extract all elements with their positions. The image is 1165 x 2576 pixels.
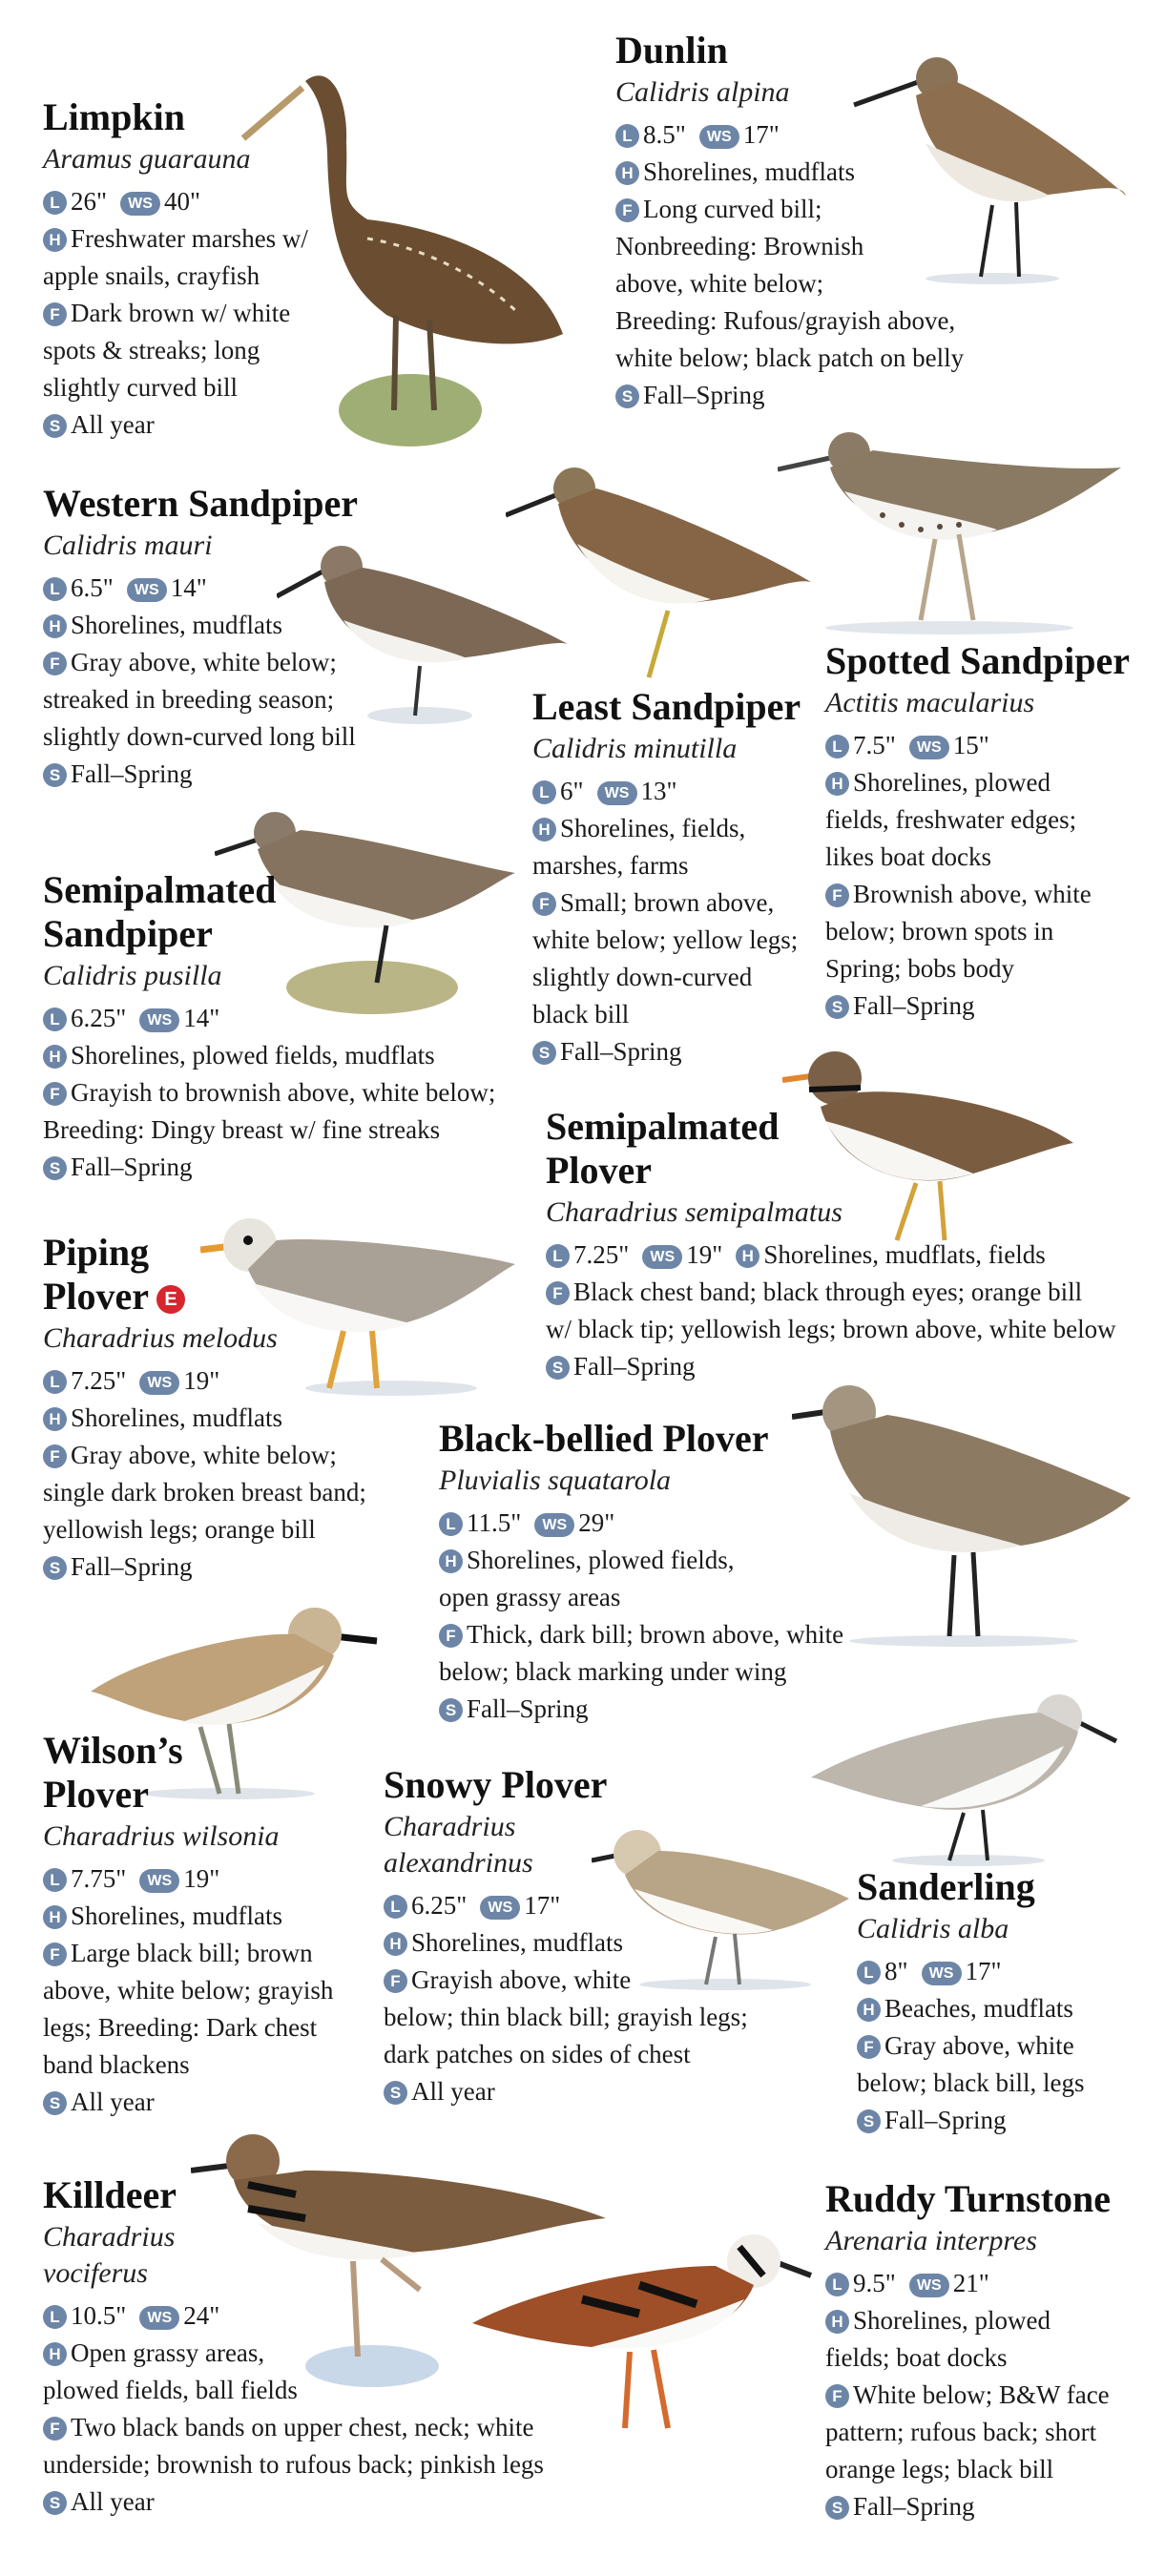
season-line: S Fall–Spring [43,1548,406,1586]
scientific-name: Calidris mauri [43,530,213,561]
scientific-name: Arenaria interpres [825,2225,1037,2256]
size-line: L 9.5" WS 21" [825,2265,1150,2302]
species-entry-limpkin: Limpkin Aramus guarauna L 26" WS 40" H Freshwater marshes w/ apple snails, crayfish F Dark brown w/ white spots & streaks; long slightly curved bill S All year [43,95,348,444]
size-line: L 10.5" WS 24" [43,2297,615,2335]
species-name: Snowy Plover [384,1763,608,1806]
species-entry-wilsons-plover: Wilson’s Plover Charadrius wilsonia L 7.75" WS 19" H Shorelines, mudflats F Large black bill; brown above, white below; grayish legs; Breeding: Dark chest band blackens S All year [43,1729,367,2121]
features-icon: F [43,1444,67,1468]
habitat-icon: H [43,228,67,252]
features-icon: F [439,1624,463,1648]
species-name: Killdeer [43,2173,177,2216]
season-icon: S [439,1698,463,1722]
size-line: L 7.25" WS 19" [43,1362,406,1400]
size-line: L 6" WS 13" [532,773,819,810]
wingspan-icon: WS [139,2306,179,2330]
scientific-name: Charadrius semipalmatus [546,1196,843,1228]
wingspan-icon: WS [642,1245,682,1269]
season-icon: S [43,414,67,438]
wingspan-icon: WS [699,125,739,149]
size-line: L 7.5" WS 15" [825,727,1140,764]
season-icon: S [825,2496,849,2520]
wingspan-icon: WS [922,1962,962,1985]
season-icon: S [43,1156,67,1180]
length-icon: L [439,1512,463,1536]
season-line: S All year [43,406,348,444]
scientific-name: Actitis macularius [825,687,1035,718]
endangered-icon: E [156,1285,185,1314]
habitat-icon: H [439,1549,463,1573]
species-name: Western Sandpiper [43,482,359,525]
size-line: L 7.75" WS 19" [43,1860,367,1898]
species-entry-piping-plover: Piping Plover E Charadrius melodus L 7.25" WS 19" H Shorelines, mudflats F Gray above, white below; single dark broken breast band; yellowish legs; orange bill S Fall–Spring [43,1231,406,1586]
features-line: F Black chest band; black through eyes; orange bill [546,1274,1137,1311]
habitat-icon: H [615,161,639,185]
season-line: S Fall–Spring [43,1149,539,1186]
features-line: F Gray above, white below; [43,1437,406,1474]
features-line: F Small; brown above, [532,884,819,922]
species-entry-semipalmated-plover: Semipalmated Plover Charadrius semipalmatus L 7.25" WS 19" H Shorelines, mudflats, fields F Black chest band; black through eyes; orange bill w/ black tip; yellowish legs; brown above, white below S Fall–Spring [546,1105,1137,1385]
features-line: F Grayish to brownish above, white below; [43,1074,539,1111]
features-icon: F [532,892,556,916]
season-line: S Fall–Spring [546,1348,1137,1385]
features-line: F Grayish above, white [384,1962,803,1999]
habitat-icon: H [825,772,849,796]
species-name: Semipalmated Sandpiper [43,868,277,955]
features-icon: F [43,2417,67,2441]
habitat-line: H Shorelines, mudflats [43,1898,367,1935]
species-name: Sanderling [857,1865,1035,1908]
habitat-icon: H [43,2342,67,2366]
season-line: S Fall–Spring [825,987,1140,1025]
wingspan-icon: WS [139,1371,179,1395]
habitat-line: H Shorelines, plowed [825,764,1140,801]
scientific-name: Calidris pusilla [43,960,222,991]
season-icon: S [825,995,849,1019]
habitat-icon: H [736,1244,759,1268]
season-icon: S [43,2491,67,2515]
scientific-name: Aramus guarauna [43,143,251,175]
features-line: F Brownish above, white [825,876,1140,913]
features-icon: F [43,1942,67,1966]
scientific-name: Pluvialis squatarola [439,1465,672,1496]
scientific-name: Charadrius wilsonia [43,1820,280,1852]
season-icon: S [857,2109,881,2133]
features-line: F Thick, dark bill; brown above, white [439,1616,887,1653]
size-line: L 6.25" WS 17" [384,1887,803,1924]
features-icon: F [43,652,67,675]
scientific-name: Calidris alba [857,1913,1009,1944]
season-icon: S [546,1356,570,1380]
wingspan-icon: WS [120,192,160,216]
habitat-icon: H [43,1905,67,1929]
season-line: S All year [43,2084,367,2121]
season-line: S Fall–Spring [439,1691,887,1728]
season-icon: S [43,763,67,787]
species-name: Spotted Sandpiper [825,639,1130,682]
length-icon: L [43,1008,67,1031]
habitat-icon: H [384,1932,407,1956]
habitat-line: H Shorelines, mudflats [43,607,425,644]
length-icon: L [43,2305,67,2329]
size-line: L 7.25" WS 19" H Shorelines, mudflats, fields [546,1236,1137,1274]
season-icon: S [384,2081,407,2105]
habitat-line: H Shorelines, plowed fields, mudflats [43,1037,539,1074]
wingspan-icon: WS [127,578,167,602]
scientific-name: Calidris alpina [615,76,790,108]
features-icon: F [615,198,639,222]
habitat-line: H Shorelines, plowed [825,2302,1150,2339]
wingspan-icon: WS [139,1869,179,1893]
season-line: S Fall–Spring [615,377,1054,414]
habitat-line: H Shorelines, mudflats [43,1400,406,1437]
species-entry-spotted-sandpiper: Spotted Sandpiper Actitis macularius L 7.5" WS 15" H Shorelines, plowed fields, freshwater edges; likes boat docks F Brownish above, white below; brown spots in Spring; bobs body S Fall–Spring [825,639,1140,1025]
length-icon: L [384,1895,407,1919]
size-line: L 8" WS 17" [857,1953,1143,1990]
wingspan-icon: WS [909,2274,949,2297]
habitat-line: H Shorelines, fields, [532,810,819,847]
species-entry-western-sandpiper: Western Sandpiper Calidris mauri L 6.5" WS 14" H Shorelines, mudflats F Gray above, white below; streaked in breeding season; slightly down-curved long bill S Fall–Spring [43,482,425,793]
species-name: Semipalmated Plover [546,1105,780,1192]
size-line: L 6.25" WS 14" [43,1000,539,1037]
length-icon: L [825,735,849,758]
season-line: S Fall–Spring [825,2488,1150,2525]
features-icon: F [825,2384,849,2408]
length-icon: L [615,124,639,148]
size-line: L 8.5" WS 17" [615,116,1054,154]
species-entry-sanderling: Sanderling Calidris alba L 8" WS 17" H Beaches, mudflats F Gray above, white below; black bill, legs S Fall–Spring [857,1865,1143,2139]
season-icon: S [615,384,639,408]
species-name: Limpkin [43,95,185,138]
size-line: L 6.5" WS 14" [43,570,425,607]
species-entry-semipalmated-sandpiper: Semipalmated Sandpiper Calidris pusilla L 6.25" WS 14" H Shorelines, plowed fields, mudflats F Grayish to brownish above, white below; Breeding: Dingy breast w/ fine streaks S Fall–Spring [43,868,539,1186]
habitat-icon: H [43,614,67,638]
wingspan-icon: WS [534,1513,574,1537]
habitat-line: H Shorelines, mudflats [615,154,1054,191]
species-name: Black-bellied Plover [439,1417,769,1460]
scientific-name: Charadrius alexandrinus [384,1811,533,1879]
species-entry-killdeer: Killdeer Charadrius vociferus L 10.5" WS 24" H Open grassy areas, plowed fields, ball fields F Two black bands on upper chest, neck; white underside; brownish to rufous back; pinkish legs S All year [43,2173,615,2521]
habitat-icon: H [43,1407,67,1431]
habitat-icon: H [532,818,556,841]
habitat-icon: H [857,1998,881,2022]
habitat-icon: H [825,2310,849,2334]
habitat-line: H Freshwater marshes w/ [43,220,348,258]
least-sandpiper-illustration [506,448,821,687]
species-entry-dunlin: Dunlin Calidris alpina L 8.5" WS 17" H Shorelines, mudflats F Long curved bill; Nonbreeding: Brownish above, white below; Breeding: Rufous/grayish above, white below; black patch on belly S Fall–Spring [615,29,1054,414]
season-icon: S [43,2091,67,2115]
season-line: S All year [43,2483,615,2521]
size-line: L 26" WS 40" [43,183,348,220]
scientific-name: Charadrius vociferus [43,2221,176,2289]
species-name: Dunlin [615,29,728,72]
habitat-line: H Open grassy areas, [43,2335,615,2372]
length-icon: L [532,780,556,804]
habitat-icon: H [43,1045,67,1069]
length-icon: L [43,1370,67,1394]
season-line: S Fall–Spring [857,2102,1143,2139]
species-entry-least-sandpiper: Least Sandpiper Calidris minutilla L 6" WS 13" H Shorelines, fields, marshes, farms F Small; brown above, white below; yellow legs; slightly down-curved black bill S Fall–Spring [532,685,819,1070]
features-icon: F [857,2035,881,2059]
season-line: S All year [384,2073,803,2110]
scientific-name: Calidris minutilla [532,733,738,764]
wingspan-icon: WS [597,781,637,805]
wingspan-icon: WS [909,736,949,759]
length-icon: L [825,2273,849,2296]
species-entry-ruddy-turnstone: Ruddy Turnstone Arenaria interpres L 9.5" WS 21" H Shorelines, plowed fields; boat docks F White below; B&W face pattern; rufous back; short orange legs; black bill S Fall–Spring [825,2177,1150,2525]
species-entry-black-bellied-plover: Black-bellied Plover Pluvialis squatarola L 11.5" WS 29" H Shorelines, plowed fields, open grassy areas F Thick, dark bill; brown above, white below; black marking under wing S Fall–Spring [439,1417,887,1728]
length-icon: L [857,1961,881,1984]
habitat-line: H Shorelines, mudflats [384,1924,803,1962]
season-line: S Fall–Spring [532,1033,819,1070]
season-icon: S [532,1041,556,1065]
species-name: Least Sandpiper [532,685,801,728]
species-name: Wilson’s Plover [43,1729,183,1816]
features-line: F Gray above, white [857,2027,1143,2065]
length-icon: L [43,577,67,601]
features-line: F Long curved bill; [615,191,1054,228]
scientific-name: Charadrius melodus [43,1322,278,1354]
features-icon: F [384,1969,407,1993]
wingspan-icon: WS [139,1008,179,1032]
spotted-sandpiper-illustration [778,420,1131,639]
species-name: Ruddy Turnstone [825,2177,1112,2220]
features-icon: F [43,1082,67,1106]
features-icon: F [43,302,67,326]
habitat-line: H Shorelines, plowed fields, [439,1542,887,1579]
length-icon: L [43,191,67,215]
season-line: S Fall–Spring [43,756,425,793]
features-line: F Dark brown w/ white [43,295,348,332]
size-line: L 11.5" WS 29" [439,1505,887,1542]
features-line: F Gray above, white below; [43,644,425,681]
species-entry-snowy-plover: Snowy Plover Charadrius alexandrinus L 6.25" WS 17" H Shorelines, mudflats F Grayish above, white below; thin black bill; grayish legs; dark patches on sides of chest S All year [384,1763,803,2110]
habitat-line: H Beaches, mudflats [857,1990,1143,2027]
features-line: F White below; B&W face [825,2377,1150,2414]
season-icon: S [43,1556,67,1580]
features-icon: F [546,1281,570,1305]
species-name: Piping Plover E [43,1231,406,1319]
length-icon: L [546,1244,570,1268]
features-icon: F [825,883,849,907]
wingspan-icon: WS [480,1896,520,1920]
features-line: F Large black bill; brown [43,1935,367,1972]
features-line: F Two black bands on upper chest, neck; white [43,2409,615,2446]
length-icon: L [43,1868,67,1892]
